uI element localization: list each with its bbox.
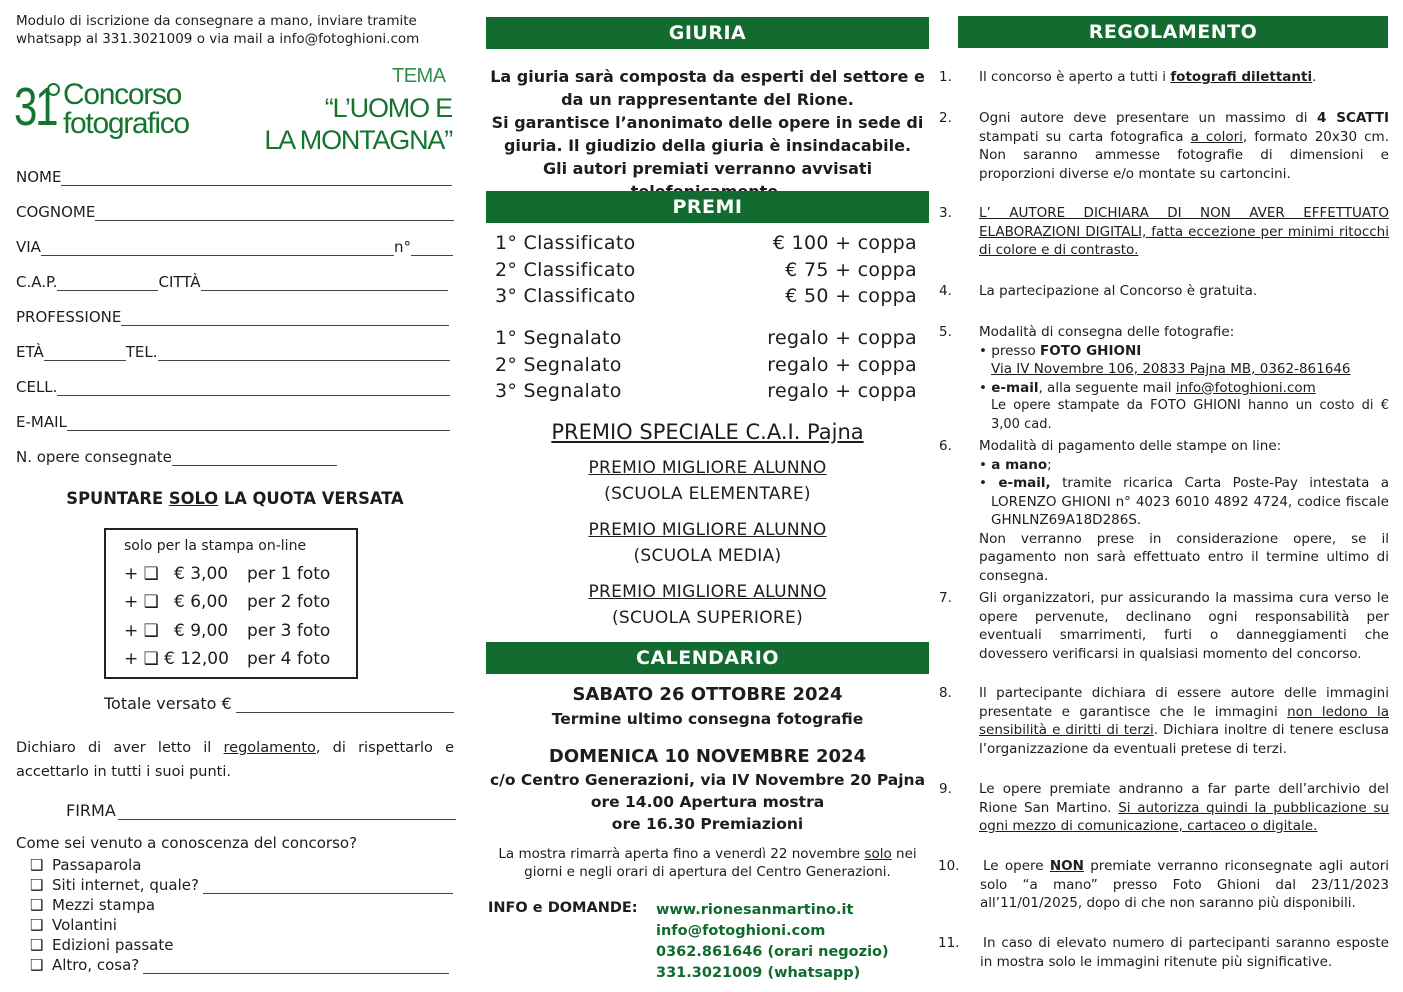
premio-alunno-superiore: PREMIO MIGLIORE ALUNNO (SCUOLA SUPERIORE): [588, 582, 827, 628]
field-cognome[interactable]: COGNOME: [16, 201, 454, 221]
option-siti-internet[interactable]: ❑ Siti internet, quale?: [30, 876, 453, 894]
premio-alunno-media: PREMIO MIGLIORE ALUNNO (SCUOLA MEDIA): [588, 520, 827, 566]
checkbox-icon: ❑: [30, 936, 44, 954]
prize-row: 3° Classificato € 50 + coppa: [495, 285, 917, 307]
date-event: DOMENICA 10 NOVEMBRE 2024: [548, 746, 867, 767]
quota-option-1[interactable]: + ❑ € 3,00 per 1 foto: [124, 564, 331, 584]
field-eta-tel[interactable]: ETÀ TEL.: [16, 341, 450, 361]
premi-header: PREMI: [486, 191, 929, 223]
field-nome[interactable]: NOME: [16, 166, 452, 186]
field-cell[interactable]: CELL.: [16, 376, 450, 396]
degree-ring-icon: [47, 83, 60, 96]
option-mezzi-stampa[interactable]: ❑ Mezzi stampa: [30, 896, 156, 914]
option-altro[interactable]: ❑ Altro, cosa?: [30, 956, 449, 974]
quota-heading: SPUNTARE SOLO LA QUOTA VERSATA: [66, 489, 404, 509]
info-label: INFO e DOMANDE:: [488, 900, 638, 916]
date-deadline: SABATO 26 OTTOBRE 2024: [572, 684, 843, 705]
field-email[interactable]: E-MAIL: [16, 411, 450, 431]
date-deadline-desc: Termine ultimo consegna fotografie: [551, 710, 864, 728]
theme-title: “L’UOMO E LA MONTAGNA”: [264, 93, 452, 155]
tema-label: TEMA: [392, 65, 446, 87]
checkbox-icon: ❑: [30, 956, 44, 974]
mostra-note: La mostra rimarrà aperta fino a venerdì 22 novembre solo nei giorni e negli orari di apertura del Centro Generazioni.: [498, 846, 917, 880]
date-event-desc: c/o Centro Generazioni, via IV Novembre 20 Pajna ore 14.00 Apertura mostra ore 16.30 Premiazioni: [489, 771, 926, 833]
quota-header: solo per la stampa on-line: [124, 538, 307, 554]
checkbox-icon: ❑: [30, 856, 44, 874]
prize-row: 3° Segnalato regalo + coppa: [495, 380, 917, 402]
regolamento-link[interactable]: regolamento: [223, 740, 316, 756]
option-passaparola[interactable]: ❑ Passaparola: [30, 856, 142, 874]
field-opere[interactable]: N. opere consegnate: [16, 446, 337, 466]
rule-7: 7. Gli organizzatori, pur assicurando la massima cura verso le opere pervenute, declinano ogni responsabilità per eventuali smarrimenti, furti o danneggiamenti che dovessero verificarsi in qualsiasi momento del concorso.: [939, 590, 1389, 662]
checkbox-icon: ❑: [30, 916, 44, 934]
rule-1: 1. Il concorso è aperto a tutti i fotografi dilettanti.: [939, 69, 1317, 85]
rule-8: 8. Il partecipante dichiara di essere autore delle immagini presentate e garantisce che le immagini non ledono la sensibilità e diritti di terzi. Dichiara inoltre di tenere esclusa l’organizzazione da eventuali pretese di terzi.: [939, 685, 1389, 757]
prize-row: 1° Segnalato regalo + coppa: [495, 327, 917, 349]
phone-whatsapp[interactable]: 331.3021009 (whatsapp): [656, 965, 861, 981]
regolamento-header: REGOLAMENTO: [958, 16, 1388, 48]
quota-option-3[interactable]: + ❑ € 9,00 per 3 foto: [124, 621, 331, 641]
prize-row: 1° Classificato € 100 + coppa: [495, 232, 917, 254]
quota-option-2[interactable]: + ❑ € 6,00 per 2 foto: [124, 592, 331, 612]
source-question: Come sei venuto a conoscenza del concorso?: [16, 834, 358, 852]
quota-option-4[interactable]: + ❑ € 12,00 per 4 foto: [124, 649, 331, 669]
edition-number: 31: [14, 77, 57, 137]
intro-text: Modulo di iscrizione da consegnare a mano, inviare tramite whatsapp al 331.3021009 o via mail a info@fotoghioni.com: [16, 13, 420, 47]
premio-alunno-elementare: PREMIO MIGLIORE ALUNNO (SCUOLA ELEMENTARE): [588, 458, 827, 504]
email-link[interactable]: info@fotoghioni.com: [656, 923, 826, 939]
phone-shop[interactable]: 0362.861646 (orari negozio): [656, 944, 889, 960]
field-via[interactable]: VIA n°: [16, 236, 453, 256]
rule-10: 10. Le opere NON premiate verranno riconsegnate agli autori solo “a mano” presso Foto Ghioni dal 23/11/2023 all’11/01/2025, dopo di che non saranno più disponibili.: [938, 858, 1390, 911]
calendario-header: CALENDARIO: [486, 642, 929, 674]
contest-title: Concorso fotografico: [63, 78, 189, 140]
checkbox-icon: ❑: [30, 896, 44, 914]
rule-11: 11. In caso di elevato numero di partecipanti saranno esposte in mostra solo le immagini ritenute più significative.: [938, 935, 1389, 970]
giuria-header: GIURIA: [486, 17, 929, 49]
firma-field[interactable]: FIRMA: [66, 801, 456, 820]
rule-5: 5. Modalità di consegna delle fotografie: • presso FOTO GHIONI Via IV Novembre 106, 20833 Pajna MB, 0362-861646 • e-mail, alla seguente mail info@fotoghioni.com Le opere stampate da FOTO GHIONI hanno un costo di € 3,00 cad.: [939, 324, 1389, 432]
field-cap-citta[interactable]: C.A.P. CITTÀ: [16, 271, 448, 291]
prize-row: 2° Segnalato regalo + coppa: [495, 354, 917, 376]
premio-speciale: PREMIO SPECIALE C.A.I. Pajna: [551, 420, 864, 444]
rule-2: 2. Ogni autore deve presentare un massimo di 4 SCATTI stampati su carta fotografica a colori, formato 20x30 cm. Non saranno ammesse fotografie di dimensioni e proporzioni diverse e/o montate su cartoncini.: [939, 110, 1389, 182]
rule-3: 3. L’ AUTORE DICHIARA DI NON AVER EFFETTUATO ELABORAZIONI DIGITALI, fatta eccezione per minimi ritocchi di colore e di contrasto.: [939, 205, 1389, 258]
checkbox-icon: ❑: [30, 876, 44, 894]
option-edizioni-passate[interactable]: ❑ Edizioni passate: [30, 936, 174, 954]
declaration-text: Dichiaro di aver letto il regolamento, di rispettarlo e accettarlo in tutti i suoi punti.: [16, 740, 454, 780]
rule-4: 4. La partecipazione al Concorso è gratuita.: [939, 283, 1258, 299]
option-volantini[interactable]: ❑ Volantini: [30, 916, 117, 934]
giuria-text: La giuria sarà composta da esperti del settore e da un rappresentante del Rione. Si garantisce l’anonimato delle opere in sede di giuria. Il giudizio della giuria è insindacabile. Gli autori premiati verranno avvisati: [490, 67, 925, 178]
totale-field[interactable]: Totale versato €: [104, 694, 454, 713]
info-contacts: [656, 900, 889, 984]
field-professione[interactable]: PROFESSIONE: [16, 306, 449, 326]
rule-6: 6. Modalità di pagamento delle stampe on line: • a mano; • e-mail, tramite ricarica Carta Poste-Pay intestata a LORENZO GHIONI n° 4023 6010 4892 4724, codice fiscale GHNLNZ69A18D286S. Non verranno prese in considerazione opere, se il pagamento non sarà effettuato entro il termine ultimo di consegna.: [939, 438, 1389, 584]
website-link[interactable]: www.rionesanmartino.it: [656, 902, 854, 918]
rule-9: 9. Le opere premiate andranno a far parte dell’archivio del Rione San Martino. Si autorizza quindi la pubblicazione su ogni mezzo di comunicazione, cartaceo o digitale.: [939, 781, 1389, 834]
rule-email-link[interactable]: info@fotoghioni.com: [1175, 379, 1316, 396]
prize-row: 2° Classificato € 75 + coppa: [495, 259, 917, 281]
